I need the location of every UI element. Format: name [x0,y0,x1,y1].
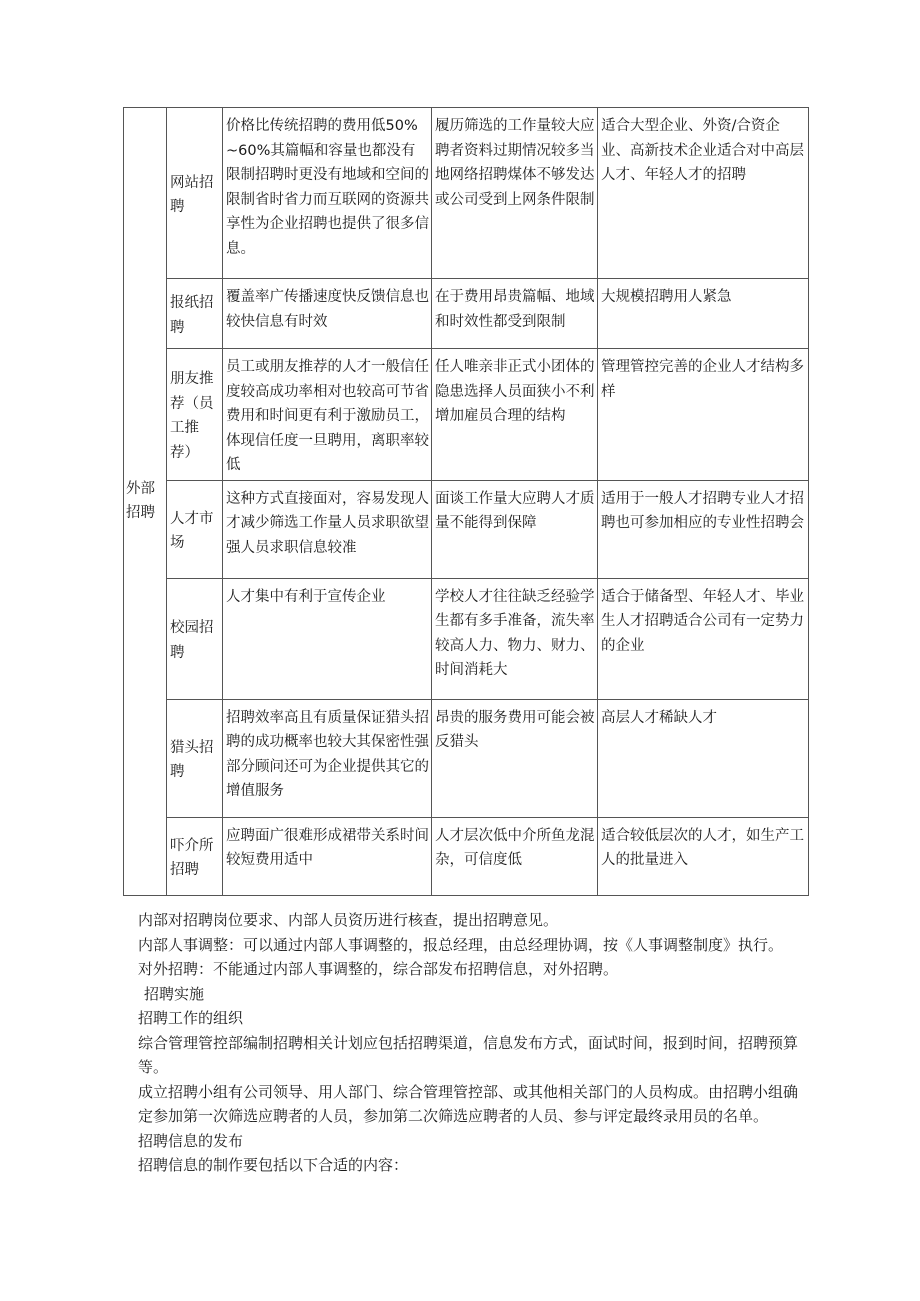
disadvantages-cell: 任人唯亲非正式小团体的隐患选择人员面狭小不利增加雇员合理的结构 [432,349,598,481]
table-row [124,108,809,279]
advantages-cell: 员工或朋友推荐的人才一般信任度较高成功率相对也较高可节省费用和时间更有利于激励员工，体现信任度一旦聘用，离职率较低 [223,349,432,481]
suitable-cell: 适合大型企业、外资/合资企业、高新技术企业适合对中高层人才、年轻人才的招聘 [598,108,809,279]
table-row [124,699,809,817]
paragraph: 对外招聘：不能通过内部人事调整的，综合部发布招聘信息，对外招聘。 [138,960,619,978]
table-row [124,480,809,578]
recruitment-channel-table [123,107,809,896]
channel-cell: 猎头招聘 [167,699,223,817]
section-heading: 招聘实施 [144,984,205,1003]
table-row [124,279,809,349]
table-row [124,578,809,699]
disadvantages-cell: 在于费用昂贵篇幅、地域和时效性都受到限制 [432,279,598,349]
disadvantages-cell: 履历筛选的工作量较大应聘者资料过期情况较多当地网络招聘煤体不够发达或公司受到上网条件限制 [432,108,598,279]
channel-cell: 人才市场 [167,480,223,578]
category-cell: 外部招聘 [124,108,167,896]
advantages-cell: 覆盖率广传播速度快反馈信息也较快信息有时效 [223,279,432,349]
disadvantages-cell: 学校人才往往缺乏经验学生都有多手准备，流失率较高人力、物力、财力、时间消耗大 [432,578,598,699]
disadvantages-cell: 人才层次低中介所鱼龙混杂，可信度低 [432,817,598,895]
body-text [138,908,810,1178]
suitable-cell: 大规模招聘用人紧急 [598,279,809,349]
table-row [124,349,809,481]
advantages-cell: 这种方式直接面对，容易发现人才减少筛选工作量人员求职欲望强人员求职信息较准 [223,480,432,578]
paragraph: 综合管理管控部编制招聘相关计划应包括招聘渠道，信息发布方式，面试时间，报到时间，招聘预算等。 [138,1033,799,1076]
advantages-cell: 招聘效率高且有质量保证猎头招聘的成功概率也较大其保密性强部分顾问还可为企业提供其它的增值服务 [223,699,432,817]
table-row [124,817,809,895]
channel-cell: 报纸招聘 [167,279,223,349]
paragraph: 内部人事调整：可以通过内部人事调整的，报总经理，由总经理协调，按《人事调整制度》执行。 [138,935,784,954]
suitable-cell: 适合于储备型、年轻人才、毕业生人才招聘适合公司有一定势力的企业 [598,578,809,699]
suitable-cell: 适用于一般人才招聘专业人才招聘也可参加相应的专业性招聘会 [598,480,809,578]
channel-cell: 吓介所招聘 [167,817,223,895]
disadvantages-cell: 面谈工作量大应聘人才质量不能得到保障 [432,480,598,578]
channel-cell: 朋友推荐（员工推荐） [167,349,223,481]
advantages-cell: 人才集中有利于宣传企业 [223,578,432,699]
suitable-cell: 高层人才稀缺人才 [598,699,809,817]
channel-cell: 校园招聘 [167,578,223,699]
suitable-cell: 适合较低层次的人才，如生产工人的批量进入 [598,817,809,895]
subsection-heading: 招聘信息的发布 [138,1131,244,1150]
subsection-heading: 招聘工作的组织 [138,1009,244,1027]
advantages-cell: 应聘面广很难形成裙带关系时间较短费用适中 [223,817,432,895]
disadvantages-cell: 昂贵的服务费用可能会被反猎头 [432,699,598,817]
channel-cell: 网站招聘 [167,108,223,279]
paragraph: 招聘信息的制作要包括以下合适的内容： [138,1156,409,1174]
advantages-cell: 价格比传统招聘的费用低50%~60%其篇幅和容量也都没有限制招聘时更没有地域和空间的限制省时省力而互联网的资源共享性为企业招聘也提供了很多信息。 [223,108,432,279]
paragraph: 成立招聘小组有公司领导、用人部门、综合管理管控部、或其他相关部门的人员构成。由招聘小组确定参加第一次筛选应聘者的人员，参加第二次筛选应聘者的人员、参与评定最终录用员的名单。 [138,1082,799,1125]
suitable-cell: 管理管控完善的企业人才结构多样 [598,349,809,481]
paragraph: 内部对招聘岗位要求、内部人员资历进行核查，提出招聘意见。 [138,911,559,929]
